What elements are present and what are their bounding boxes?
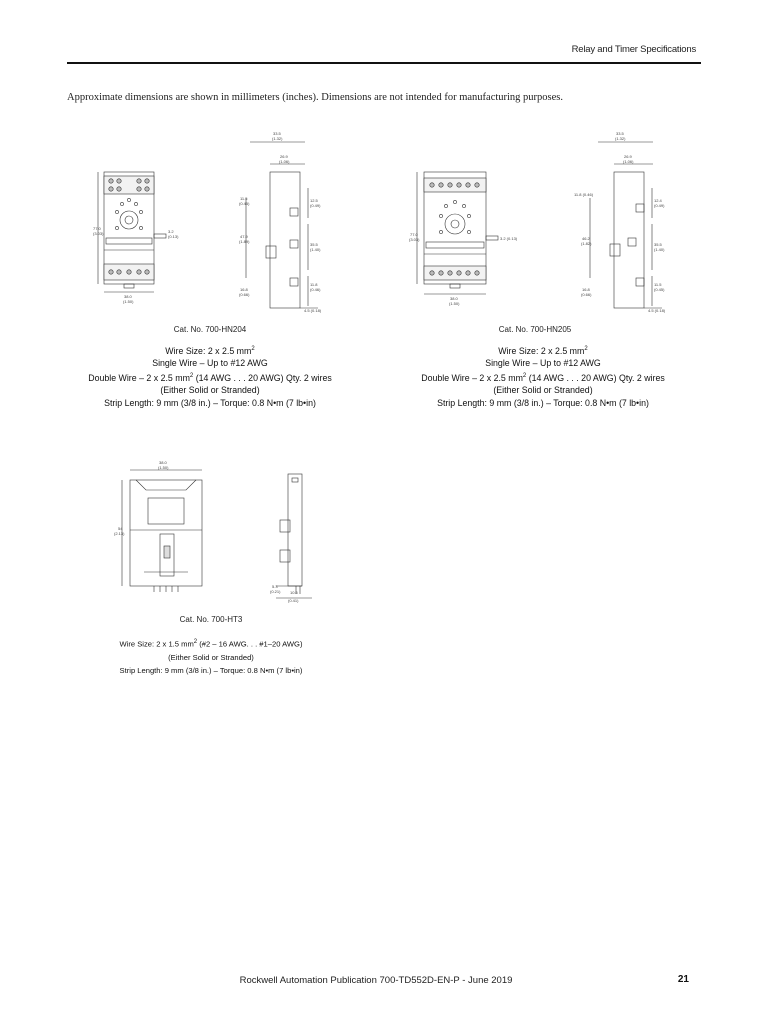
spec-wire-size: Wire Size: 2 x 2.5 $mm^2$: [498, 345, 588, 356]
spec-double-wire: Double Wire – 2 x 2.5 $mm^2$ (14 AWG . . . 20 AWG) Qty. 2 wires: [88, 372, 332, 383]
dim-label: (1.40): [310, 247, 321, 252]
dim-label: 4.5 (0.18): [648, 308, 666, 313]
dim-label: (1.89): [239, 239, 250, 244]
spec-wire-size: Wire Size: 2 x 2.5 $mm^2$: [165, 345, 255, 356]
dim-label: 26.9: [624, 154, 632, 159]
drawing-700-ht3-front: [110, 460, 220, 600]
dim-label: 3.2: [168, 229, 174, 234]
dim-label: 33.5: [273, 131, 281, 136]
header-rule: [67, 62, 701, 64]
dim-label: (1.32): [615, 136, 626, 141]
spec-ht3: [120, 636, 303, 677]
dim-label: (1.50): [449, 301, 460, 306]
dim-label: 10.5: [290, 590, 298, 595]
page-number: 21: [677, 974, 689, 985]
dim-label: 11.8 (0.46): [574, 192, 594, 197]
drawing-700-ht3-side: [262, 466, 322, 606]
spec-single-wire: Single Wire – Up to #12 AWG: [152, 358, 268, 369]
dim-label: 3.2 (0.13): [500, 236, 518, 241]
dim-label: 16.8: [582, 287, 590, 292]
spec-solid-stranded: (Either Solid or Stranded): [168, 652, 254, 662]
intro-text: Approximate dimensions are shown in millimeters (inches). Dimensions are not intended for manufacturing purposes.: [67, 92, 564, 103]
footer-publication: Rockwell Automation Publication 700-TD552D-EN-P - June 2019: [239, 975, 513, 986]
dim-label: 12.5: [310, 198, 318, 203]
dim-label: 12.4: [654, 198, 662, 203]
dim-label: 38.0: [159, 460, 167, 465]
dim-label: (0.46): [310, 287, 321, 292]
dim-label: 5.3: [272, 584, 278, 589]
spec-strip-length: Strip Length: 9 mm (3/8 in.) – Torque: 0.8 N•m (7 lb•in): [437, 397, 649, 408]
dim-label: (0.41): [288, 598, 299, 603]
dim-label: (0.49): [654, 203, 665, 208]
dim-label: (1.82): [581, 241, 592, 246]
drawing-700-hn205-side: [568, 128, 678, 318]
spec-hn204: [88, 343, 332, 409]
cat-no-hn205: Cat. No. 700-HN205: [498, 325, 572, 334]
spec-single-wire: Single Wire – Up to #12 AWG: [485, 358, 601, 369]
dim-label: 4.5 (0.18): [304, 308, 322, 313]
dim-label: 54: [118, 526, 123, 531]
drawing-700-hn204-front: [92, 160, 192, 320]
drawing-700-hn204-side: [230, 128, 330, 318]
dim-label: 11.5: [240, 196, 248, 201]
dim-label: 11.5: [654, 282, 662, 287]
drawing-700-hn205-front: [408, 160, 518, 320]
dim-label: 11.8: [310, 282, 318, 287]
dim-label: 77.0: [410, 232, 418, 237]
dim-label: (0.21): [270, 589, 281, 594]
dim-label: (0.49): [310, 203, 321, 208]
dim-label: (0.66): [581, 292, 592, 297]
dim-label: (1.50): [123, 299, 134, 304]
dim-label: (0.66): [239, 292, 250, 297]
spec-strip-length: Strip Length: 9 mm (3/8 in.) – Torque: 0.8 N•m (7 lb•in): [104, 397, 316, 408]
dim-label: 35.5: [654, 242, 662, 247]
dim-label: 47.9: [240, 234, 248, 239]
spec-solid-stranded: (Either Solid or Stranded): [493, 385, 593, 396]
spec-wire-size: Wire Size: 2 x 1.5 $mm^2$ (#2 – 16 AWG. . . #1–20 AWG): [119, 639, 303, 649]
dim-label: (1.06): [623, 159, 634, 164]
dim-label: 46.2: [582, 236, 590, 241]
cat-no-hn204: Cat. No. 700-HN204: [173, 325, 247, 334]
dim-label: (0.45): [239, 201, 250, 206]
dim-label: (1.32): [272, 136, 283, 141]
dim-label: 77.0: [93, 226, 101, 231]
dim-label: (0.13): [168, 234, 179, 239]
spec-hn205: [421, 343, 665, 409]
spec-double-wire: Double Wire – 2 x 2.5 $mm^2$ (14 AWG . . . 20 AWG) Qty. 2 wires: [421, 372, 665, 383]
dim-label: (1.40): [654, 247, 665, 252]
cat-no-ht3: Cat. No. 700-HT3: [179, 615, 243, 624]
header-title: Relay and Timer Specifications: [571, 44, 696, 55]
dim-label: (2.13): [114, 531, 125, 536]
spec-solid-stranded: (Either Solid or Stranded): [160, 385, 260, 396]
dim-label: (3.03): [93, 231, 104, 236]
dim-label: 26.9: [280, 154, 288, 159]
dim-label: 38.0: [124, 294, 132, 299]
dim-label: (0.45): [654, 287, 665, 292]
dim-label: (1.50): [158, 465, 169, 470]
dim-label: 38.0: [450, 296, 458, 301]
dim-label: (3.03): [409, 237, 420, 242]
spec-strip-length: Strip Length: 9 mm (3/8 in.) – Torque: 0.8 N•m (7 lb•in): [119, 665, 303, 675]
dim-label: (1.06): [279, 159, 290, 164]
dim-label: 16.8: [240, 287, 248, 292]
dim-label: 35.5: [310, 242, 318, 247]
dim-label: 33.5: [616, 131, 624, 136]
